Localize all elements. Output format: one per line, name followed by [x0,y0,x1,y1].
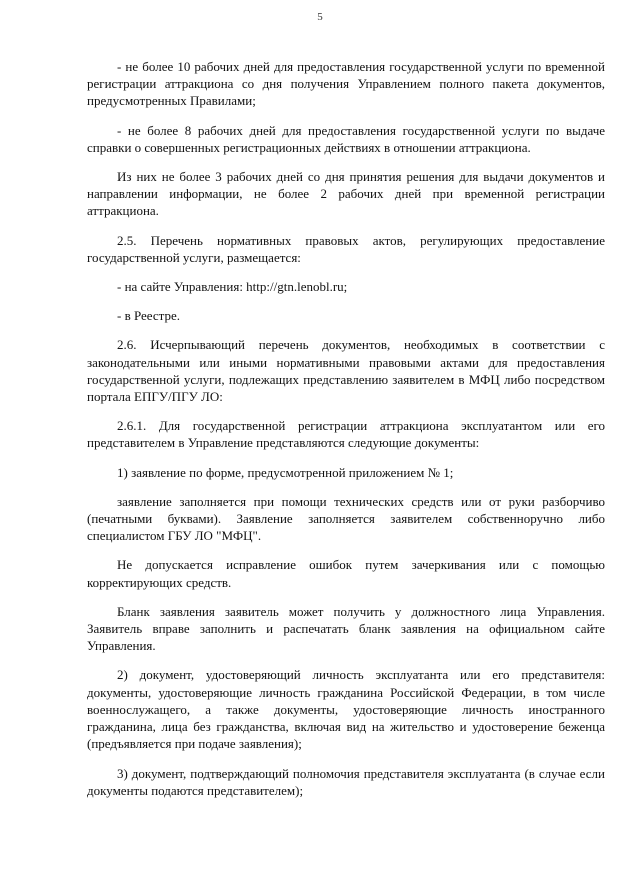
document-body [87,58,605,811]
paragraph-deadline-certificate: - не более 8 рабочих дней для предоставления государственной услуги по выдаче справки о совершенных регистрационных действиях в отношении аттракциона. [87,122,605,155]
paragraph-section-2-5: 2.5. Перечень нормативных правовых актов, регулирующих предоставление государственной услуги, размещается: [87,232,605,265]
paragraph-section-2-6: 2.6. Исчерпывающий перечень документов, необходимых в соответствии с законодательными или иными нормативными правовыми актами для предоставления государственной услуги, подлежащих представлению заявителем в МФЦ либо посредством портала ЕПГУ/ПГУ ЛО: [87,337,605,405]
paragraph-website: - на сайте Управления: http://gtn.lenobl.ru; [117,279,348,295]
paragraph-deadline-breakdown: Из них не более 3 рабочих дней со дня принятия решения для выдачи документов и направлении информации, не более 2 рабочих дней при временной регистрации аттракциона. [87,169,605,219]
paragraph-no-corrections: Не допускается исправление ошибок путем зачеркивания или с помощью корректирующих средств. [87,557,605,590]
paragraph-item-3: 3) документ, подтверждающий полномочия представителя эксплуатанта (в случае если документы подаются представителем); [87,765,605,798]
paragraph-deadline-registration: - не более 10 рабочих дней для предоставления государственной услуги по временной регистрации аттракциона со дня получения Управлением полного пакета документов, предусмотренных Правилами; [87,59,605,109]
paragraph-item-1: 1) заявление по форме, предусмотренной приложением № 1; [117,464,454,480]
paragraph-section-2-6-1: 2.6.1. Для государственной регистрации аттракциона эксплуатантом или его представителем в Управление представляются следующие документы: [87,418,605,451]
paragraph-registry: - в Реестре. [117,308,181,324]
paragraph-item-2: 2) документ, удостоверяющий личность эксплуатанта или его представителя: документы, удостоверяющие личность гражданина Российской Федерации, в том числе военнослужащего, а также документы, удостоверяющие личность иностранного гражданина, лица без гражданства, включая вид на жительство и удостоверение беженца (предъявляется при подаче заявления); [87,667,605,752]
paragraph-form-filling: заявление заполняется при помощи технических средств или от руки разборчиво (печатными буквами). Заявление заполняется заявителем собственноручно либо специалистом ГБУ ЛО "МФЦ". [87,493,605,544]
page-number: 5 [317,11,323,23]
paragraph-form-blank: Бланк заявления заявитель может получить у должностного лица Управления. Заявитель вправе заполнить и распечатать бланк заявления на официальном сайте Управления. [87,603,605,654]
